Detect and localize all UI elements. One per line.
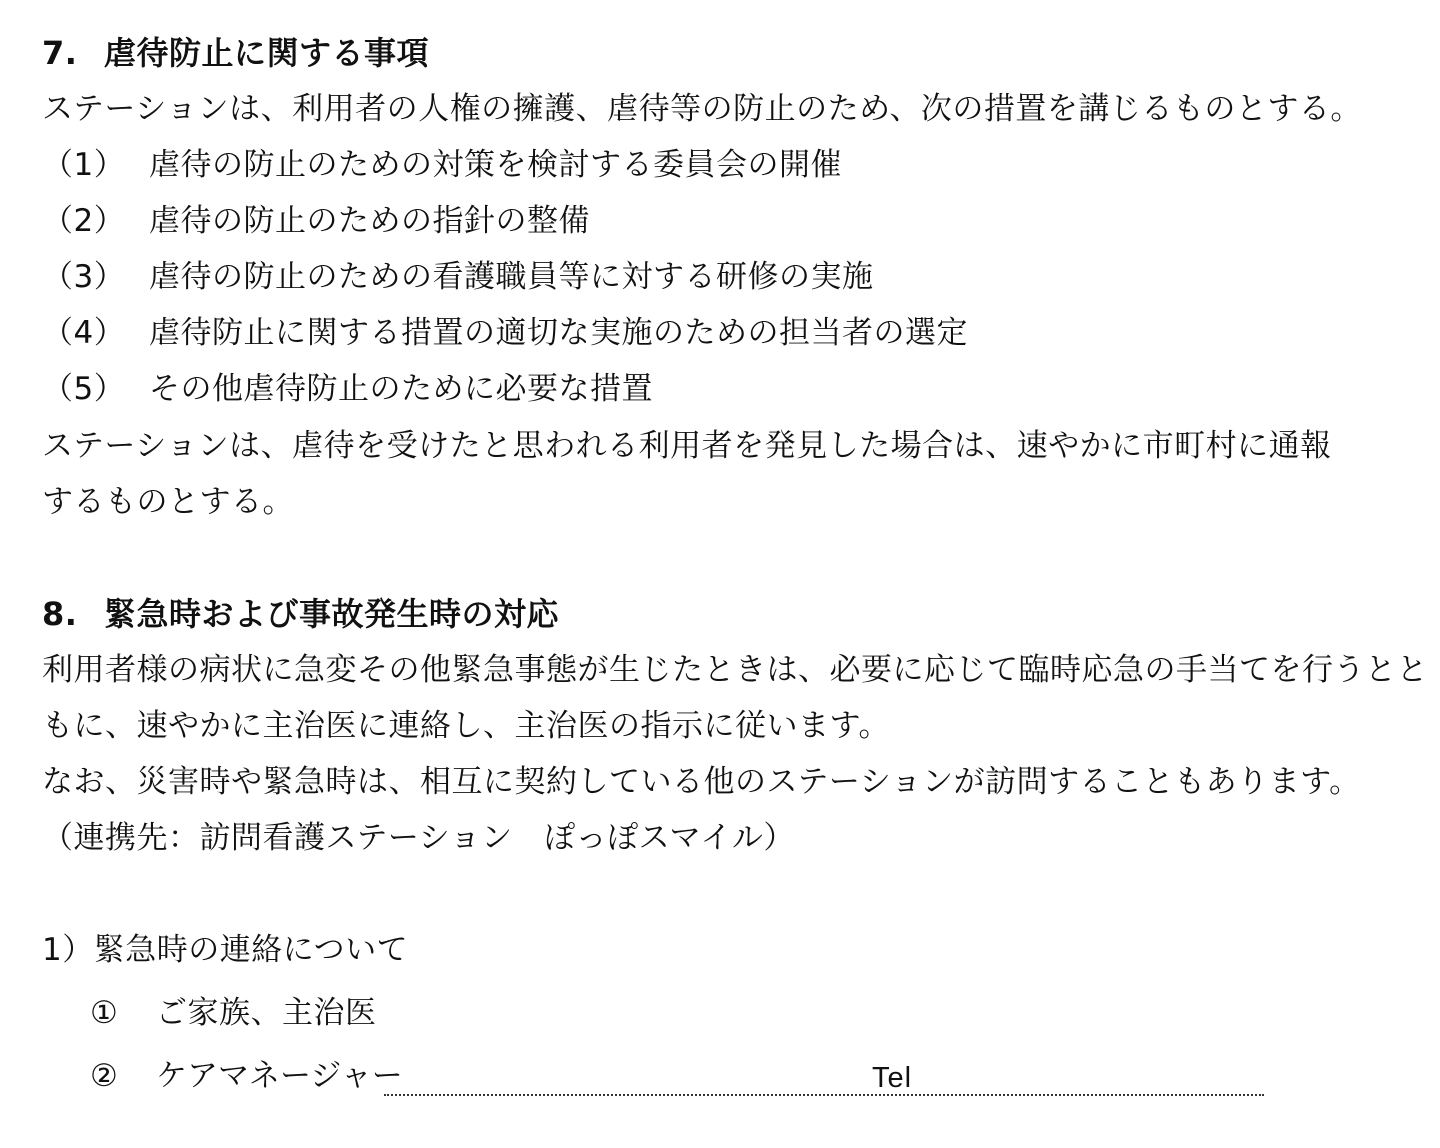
section-8-title: 緊急時および事故発生時の対応 (104, 595, 560, 633)
item-number: （1） (42, 147, 126, 183)
item-text: 虐待の防止のための指針の整備 (149, 203, 590, 239)
section-7-item-1 (42, 145, 842, 185)
item-text: 虐待防止に関する措置の適切な実施のための担当者の選定 (149, 315, 968, 351)
subheading-title: 緊急時の連絡について (93, 932, 409, 968)
item-number: （2） (42, 203, 126, 239)
section-7-closing-line-2: するものとする。 (42, 484, 294, 520)
contact-item-2 (90, 1056, 1270, 1102)
section-7-heading (42, 33, 429, 73)
section-8-para-2: なお、災害時や緊急時は、相互に契約している他のステーションが訪問することもあります。 (42, 764, 1361, 800)
item-text: 虐待の防止のための看護職員等に対する研修の実施 (149, 259, 874, 295)
section-8-partner: （連携先：訪問看護ステーション ぽっぽスマイル） (42, 820, 795, 856)
tel-label: Tel (872, 1062, 913, 1094)
item-number: （3） (42, 259, 126, 295)
section-7-title: 虐待防止に関する事項 (104, 34, 430, 72)
contact-number: ② (90, 1058, 118, 1094)
item-number: （4） (42, 315, 126, 351)
contact-label: ご家族、主治医 (156, 995, 377, 1031)
contact-label: ケアマネージャー (156, 1058, 403, 1094)
item-number: （5） (42, 371, 126, 407)
care-manager-fill-line[interactable] (384, 1094, 1264, 1096)
item-text: その他虐待防止のために必要な措置 (149, 371, 653, 407)
section-8-para-1-line-1: 利用者様の病状に急変その他緊急事態が生じたときは、必要に応じて臨時応急の手当てを行うとと (42, 652, 1428, 688)
section-7-item-5 (42, 369, 653, 409)
section-7-closing-line-1: ステーションは、虐待を受けたと思われる利用者を発見した場合は、速やかに市町村に通報 (42, 428, 1332, 464)
contact-item-1 (90, 993, 377, 1033)
section-7-item-2 (42, 201, 590, 241)
section-8-number: 8. (42, 595, 78, 633)
item-text: 虐待の防止のための対策を検討する委員会の開催 (149, 147, 842, 183)
emergency-contact-subheading (42, 930, 408, 970)
section-7-number: 7. (42, 34, 78, 72)
section-8-para-1-line-2: もに、速やかに主治医に連絡し、主治医の指示に従います。 (42, 708, 891, 744)
section-7-intro: ステーションは、利用者の人権の擁護、虐待等の防止のため、次の措置を講じるものとする。 (42, 91, 1362, 127)
section-8-heading (42, 594, 559, 634)
contact-number: ① (90, 995, 119, 1031)
section-7-item-3 (42, 257, 874, 297)
section-7-item-4 (42, 313, 968, 353)
subheading-number: 1） (42, 932, 94, 968)
